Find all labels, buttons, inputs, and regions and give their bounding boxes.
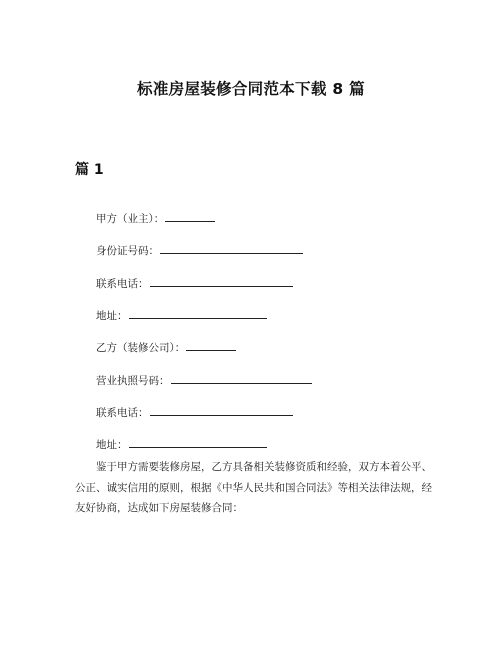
fill-in-blank (150, 404, 293, 416)
fill-in-blank (160, 242, 303, 254)
party-a-field (96, 210, 215, 226)
party-b-field (96, 339, 236, 355)
party-b-address-field (96, 436, 267, 452)
field-label: 地址： (96, 439, 128, 451)
fill-in-blank (186, 339, 236, 351)
fill-in-blank (129, 436, 267, 448)
party-b-phone-field (96, 404, 293, 420)
id-number-field (96, 242, 303, 258)
field-label: 乙方（装修公司）： (96, 342, 186, 354)
field-label: 联系电话： (96, 407, 149, 419)
preamble-paragraph: 鉴于甲方需要装修房屋，乙方具备相关装修资质和经验，双方本着公平、公正、诚实信用的原则，根据《中华人民共和国合同法》等相关法律法规，经友好协商，达成如下房屋装修合同： (75, 461, 432, 514)
party-a-address-field (96, 307, 267, 323)
field-label: 甲方（业主）： (96, 213, 165, 225)
fill-in-blank (129, 307, 267, 319)
business-license-field (96, 372, 312, 388)
section-heading: 篇 1 (75, 162, 104, 178)
document-title: 标准房屋装修合同范本下载 8 篇 (137, 80, 365, 98)
field-label: 营业执照号码： (96, 375, 170, 387)
party-a-phone-field (96, 275, 293, 291)
field-label: 联系电话： (96, 278, 149, 290)
fill-in-blank (150, 275, 293, 287)
field-label: 身份证号码： (96, 245, 159, 257)
field-label: 地址： (96, 310, 128, 322)
fill-in-blank (165, 210, 215, 222)
fill-in-blank (171, 372, 312, 384)
